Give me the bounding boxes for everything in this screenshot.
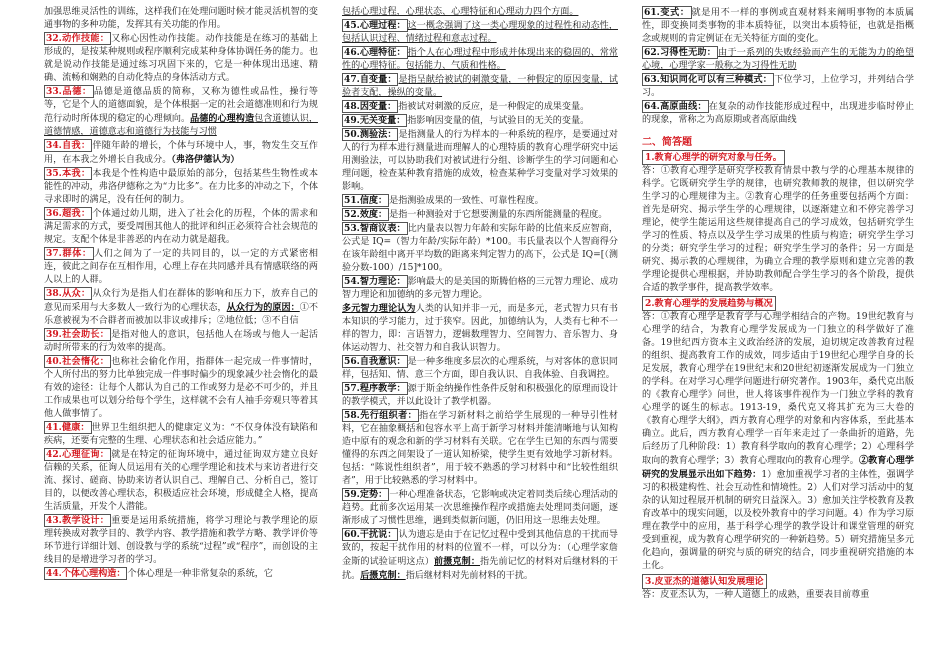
entry-60: 60.干扰说： 认为遗忘是由于在记忆过程中受到其他信息的干扰而导致的，按起干扰作用的材料的位置不一样，可以分为：（心理学家詹金斯的试验证明这点）前摄克制：指先前记忆的材料对后继材料的干扰。后摄克制：指后继材料对先前材料的干扰。: [342, 529, 618, 581]
entry-49: 49.无关变量： 指影响因变量的值，与试验目的无关的变量。: [344, 115, 590, 126]
entry-53: 53.智商议表： 比内量表以智力年龄和实际年龄的比值来反应智商，公式是 IQ=（智力年龄/实际年龄）*100。韦氏量表以个人智商得分在该年龄组中离开平均数的距离来判定智力的高下，公式是 IQ=[（测验分数-100）/15]*100。: [342, 223, 618, 273]
entry-48: 48.因变量： 指被试对刺激的反应，是一种假定的成果变量。: [344, 101, 590, 112]
entry-35: 35.本我： 本我是个性构造中最原始的部分，包括某些生物性或本能性的冲动，弗洛伊德称之为“力比多”。在力比多的冲动之下，个体寻求即时的满足，没有任何的制力。: [44, 168, 318, 205]
answer-text: 答：①教育心理学是教育学与心理学相结合的产物。19世纪教育与心理学的结合，为教育心理学发展成为一门独立的科学做好了准备。19世纪西方资本主义政治经济的发展，迫切规定改善教育过程的组织、提高教育工作的成效，同步适由于19世纪心理学自身的长足发展，教育心理学在19世纪末和20世纪初逐渐发展成为一门独立的学科。在对学习心理学问题进行研究著作。1903年，桑代克出版的《教育心理学》问世，世人将该事件视作为一门独立学科的教育心理学的诞生的标志。1913-19，桑代克又将其扩充为三大卷的《教育心理学大纲》，西方教育心理学的对象和内容体系，至此基本确立。此后，西方教育心理学一百年来走过了一条曲折的道路，先后经历了几种阶段：1）教育科学取向的教育心理学；2）心理科学取向的教育心理学；3）教育心理取向的教育心理学。②教育心理学研究的发展显示出如下趋势：1）愈加重视学习者的主体性，强调学习的积极建构性、社会互动性和情境性。2）人们对学习活动中的复杂的认知过程展开机制的研究日益深入。3）愈加关注学校教育及教育改革中的现实问题，以及校外教育中的学习问题。4）作为学习原理在教学中的应用，基于科学心理学的教学设计和课堂管理的研究受到重视，成为教育心理学研究的一种新趋势。5）研究措施呈多元化趋向，强调量的研究与质的研究的结合，同步重视研究措施的本土化。: [642, 312, 914, 571]
entry-40: 40.社会惰化： 也称社会偷化作用，指群体一起完成一件事情时，个人所付出的努力比单独完成一件事时偏少的现象减少社会惰化的最有效的途径：让每个人都认为自己的工作或努力是必不可少的，并且工作成果也可以划分给每个学生，这样就不会有人袖手旁观只等着其他人做事情了。: [44, 356, 318, 419]
entry-39: 39.社会助长： 是指对他人的意识，包括他人在场或与他人一起活动时所带来的行为效率的提高。: [44, 329, 318, 353]
entry-64: 64.高原曲线： 在复杂的动作技能形成过程中，出现进步临时停止的现象，常称之为高原期或者高原曲线: [642, 101, 914, 125]
entry-58: 58.先行组织者： 指在学习新材料之前给学生展现的一种导引性材料，它在抽象概括和包容水平上高于新学习材料并能清晰地与认知构造中原有的观念和新的学习材料有关联。它在学生已知的东西与需要懂得的东西之间架设了一道认知桥梁，使学生更有效地学习新材料。包括：“陈说性组织者”，用于较不熟悉的学习材料中和“比较性组织者”，用于比较熟悉的学习材料中。: [342, 410, 618, 486]
term-label: 37.群体：: [46, 248, 92, 259]
entry-42: 42.心理征询： 就是在特定的征询环境中，通过征询双方建立良好信赖的关系，征询人员运用有关的心理学理论和技术与来访者进行交流、探讨、磋商、协助来访者认识自己、理解自己、分析自己，签订目的，以便改善心理状态，积极适应社会环境，形成健全人格，提高生活质量，开发个人潜能。: [44, 449, 318, 512]
question-title: 1.教育心理学的研究对象与任务。: [642, 150, 785, 165]
term-label: 57.程序教学：: [344, 383, 406, 394]
term-label: 49.无关变量：: [344, 115, 406, 126]
entry-56: 56.自我意识： 是一种多维度多层次的心理系统，与对客体的意识同样，包括知、情、意三个方面，即自我认识、自我体验、自我调控。: [342, 356, 618, 380]
entry-63: 63.知识同化可以有三种模式： 下位学习，上位学习，并列结合学习。: [642, 74, 914, 98]
entry-62: 62.习得性无助： 由于一系列的失败经验而产生的无能为力的绝望心境，心理学家一般称之为习得性无助: [642, 47, 914, 71]
entry-38: 38.从众： 从众行为是指人们在群体的影响和压力下，放弃自己的意见而采用与大多数人一致行为的心理状态，从众行为的原因：①不乐意被视为不合群者而被加以非议或排斥；②地位低；③不自信: [44, 288, 318, 326]
question-3: [642, 573, 914, 602]
entry-45: 45.心理过程： 这一概念强调了这一类心理现象的过程性和动态性，包括认识过程、情绪过程和意志过程。: [342, 20, 618, 44]
term-label: 40.社会惰化：: [46, 356, 110, 367]
entry-41: 41.健康： 世界卫生组织把人的健康定义为：“不仅身体没有缺陷和疾病，还要有完整的生理、心理状态和社会适应能力。”: [44, 422, 318, 446]
term-label: 33.品德：: [46, 86, 92, 97]
term-label: 51.信度：: [344, 195, 388, 206]
term-label: 45.心理过程：: [344, 20, 406, 31]
term-label: 41.健康：: [46, 422, 90, 433]
term-label: 34.自我：: [46, 140, 91, 151]
answer-text: 答：皮亚杰认为，一种人道德上的成熟，重要表目前尊重: [642, 590, 870, 600]
entry-32: 32.动作技能： 又称心因性动作技能。动作技能是在练习的基础上形成的，是按某种规则或程序顺利完成某种身体协调任务的能力。也就是说动作技能是通过练习巩固下来的，它是一种体现出迅速、精确、流畅和娴熟的自动化特点的身体活动方式。: [44, 33, 318, 83]
question-2: [642, 295, 914, 573]
term-label: 64.高原曲线：: [644, 101, 707, 112]
term-label: 47.自变量：: [344, 74, 397, 85]
entry-intro: 加强思维灵活性的训练，这样我们在处理问题时候才能灵活机智的变通事物的多种功能，发挥其有关功能的作用。: [44, 7, 318, 30]
term-label: 60.干扰说：: [344, 529, 397, 540]
question-1: [642, 149, 914, 295]
term-label: 43.教学设计：: [46, 515, 110, 526]
term-label: 39.社会助长：: [46, 329, 110, 340]
entry-52: 52.效度： 是指一种测验对于它想要测量的东西所能测量的程度。: [344, 209, 608, 220]
term-label: 42.心理征询：: [46, 449, 110, 460]
term-label: 44.个体心理构造：: [46, 568, 126, 579]
column-middle: [342, 6, 618, 666]
entry-51: 51.信度： 是指测验成果的一致性、可靠性程度。: [344, 195, 544, 206]
term-label: 59.定势：: [344, 489, 388, 500]
entry-36: 36.超我： 个体通过幼儿期，进入了社会化的历程，个体的需求和满足需求的方式，要受周围其他人的批评和纠正必须符合社会规范的规定。支配个体是非善恶的内在动力就是超我。: [44, 208, 318, 245]
term-label: 54.智力理论：: [344, 276, 406, 287]
term-label: 38.从众：: [46, 288, 91, 299]
entry-44: 44.个体心理构造： 个体心理是一种非常复杂的系统，它: [46, 568, 273, 579]
entry-multiple-intelligence: 多元智力理论认为人类的认知并非一元，而是多元，老式智力只有书本知识的学习能力，过于狭窄。因此，加德纳认为，人类有七种不一样的智力，即：言语智力，逻辑数理智力、空间智力、音乐智力、身体运动智力、社交智力和自我认识智力。: [342, 303, 618, 353]
entry-57: 57.程序教学： 源于斯金纳操作性条件反射和积极强化的原理而设计的教学模式，并以此设计了教学机器。: [342, 383, 618, 407]
term-label: 36.超我：: [46, 208, 91, 219]
entry-34: 34.自我： 伴随年龄的增长，个体与环境中人，事，物发生交互作用，在本我之外增长自我成分。（弗洛伊德认为）: [44, 140, 318, 165]
term-label: 53.智商议表：: [344, 223, 406, 234]
section-heading: 二、简答题: [642, 137, 692, 148]
entry-47: 47.自变量： 是指呈献给被试的刺激变量，一种假定的原因变量，试验者支配，操纵的变量。: [342, 74, 618, 98]
term-label: 32.动作技能：: [46, 33, 110, 44]
entry-46: 46.心理特征： 指个人在心理过程中形成并体现出来的稳固的、常常性的心理特征。包括能力、气质和性格。: [342, 47, 618, 71]
entry-61: 61.变式： 就是用不一样的事例或直观材料来阐明事物的本质属性，即变换同类事物的非本质特征，以突出本质特征，也就是指概念或规则的肯定例证在无关特征方面的变化。: [642, 7, 914, 44]
entry-33: 33.品德： 品德是道德品质的简称，又称为德性或品性，操行等等，它是个人的道德面貌，是个体根据一定的社会道德准则和行为规范行动时所体现的稳定的心理倾向。品德的心理构造包含道德认识，道德情感，道德意志和道德行为技能与习惯: [44, 86, 318, 137]
entry-continued: 包括心理过程，心理状态、心理特征和心理动力四个方面。: [342, 7, 579, 17]
term-label: 52.效度：: [344, 209, 388, 220]
entry-43: 43.教学设计： 重要是运用系统措施，将学习理论与教学理论的原理转换成对教学目的、教学内容、教学措施和教学方略、教学评价等环节进行详细计划、创设教与学的系统“过程”或“程序”，而创设的主线目的是增进学习者的学习。: [44, 515, 318, 565]
term-label: 56.自我意识：: [344, 356, 406, 367]
entry-37: 37.群体： 人们之间为了一定的共同目的，以一定的方式紧密相连，彼此之间存在互相作用，心理上存在共同感并具有情感联络的两人以上的人群。: [44, 248, 318, 285]
column-right: [642, 6, 914, 666]
column-left: [44, 6, 318, 666]
term-label: 63.知识同化可以有三种模式：: [644, 74, 773, 85]
term-label: 61.变式：: [644, 7, 690, 18]
term-label: 58.先行组织者：: [344, 410, 418, 421]
term-label: 35.本我：: [46, 168, 91, 179]
term-label: 48.因变量：: [344, 101, 397, 112]
question-title: 2.教育心理学的发展趋势与概况: [642, 296, 776, 311]
term-label: 50.测验法：: [344, 129, 397, 140]
answer-text: 答：①教育心理学是研究学校教育情景中教与学的心理基本规律的科学。它既研究学生学的规律，也研究教师教的规律，但以研究学生学习的心理规律为主。②教育心理学的任务重要包括两个方面：首先是研究、揭示学生学的心理规律，以逐渐建立和不停完善学习理论，使学生能运用这些规律提高自己的学习成效，包括研究学生学习的性质、特点以及学生学习成果的性质与构造；研究学生学习的分类；研究学生学习的过程；研究学生学习的条件；另一方面是研究、揭示教的心理规律，为确立合理的教学原则和建立完善的教学理论提供心理根据，并协助教师配合学生学习的各个阶段，提供合适的教学事件，提高教学效率。: [642, 166, 914, 293]
entry-59: 59.定势： 一种心理准备状态，它影响或决定着同类后续心理活动的趋势。此前多次运用某一次思维操作程序或措施去处理同类问题，逐渐形成了习惯性思维，遇到类似新问题，仍旧用这一思维去处理。: [342, 489, 618, 526]
term-label: 62.习得性无助：: [644, 47, 717, 58]
term-label: 46.心理特征：: [344, 47, 406, 58]
question-title: 3.皮亚杰的道德认知发展理论: [642, 574, 767, 589]
entry-54: 54.智力理论： 影响最大的是美国的斯腾伯格的三元智力理论、成功智力理论和加德纳的多元智力理论。: [342, 276, 618, 300]
entry-50: 50.测验法： 是指测量人的行为样本的一种系统的程序，是要通过对人的行为样本进行测量进而理解人的心理特质的教育心理学研究中运用测验法，可以协助我们对被试进行分组、诊断学生的学习问题和心理问题，检查某种教育措施的成效，检查某种学习变量对学习效果的影响。: [342, 129, 618, 192]
